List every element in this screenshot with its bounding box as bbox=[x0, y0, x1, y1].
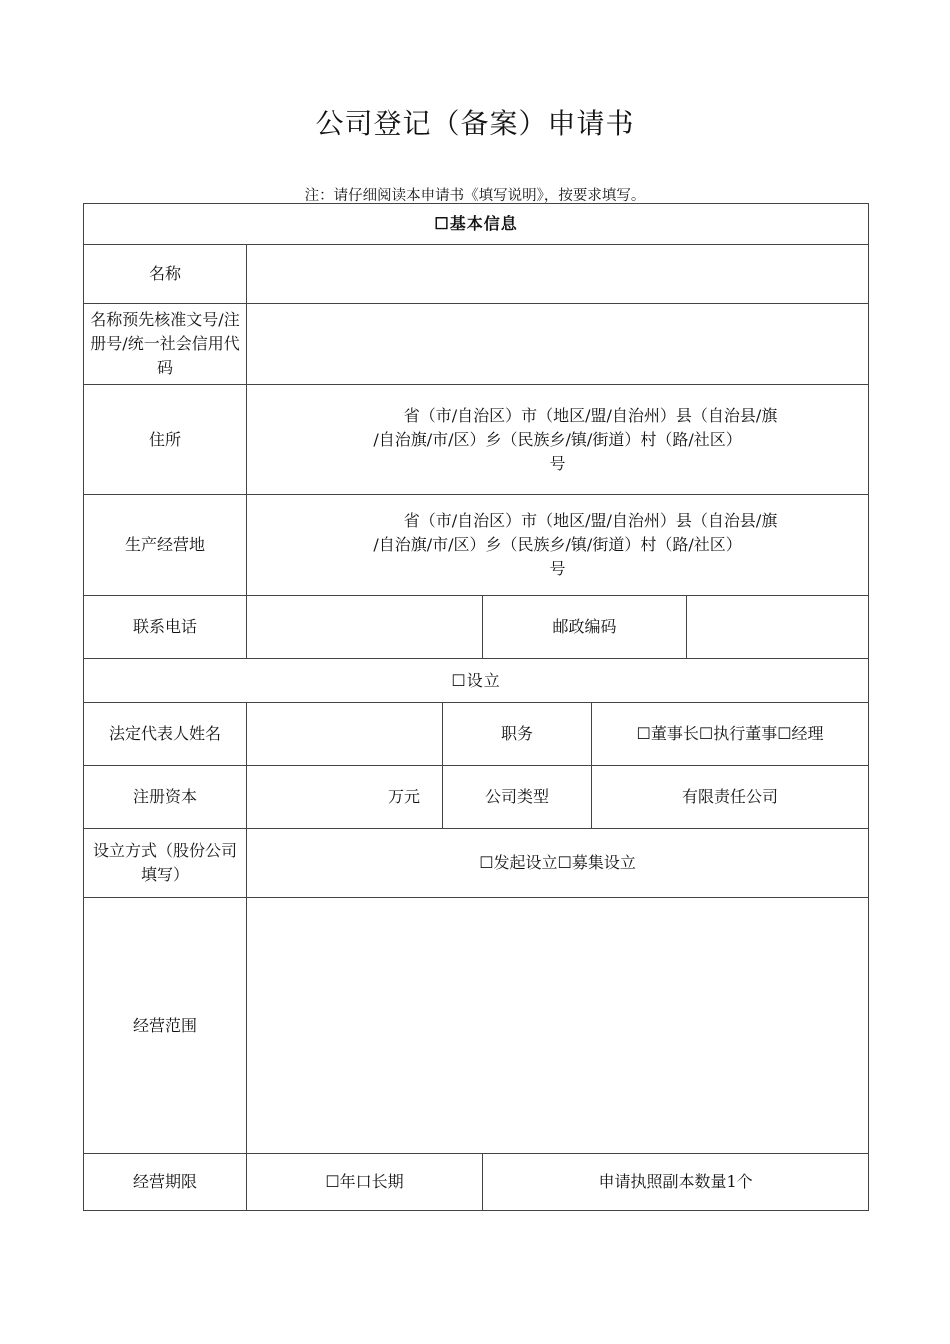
company-type-label: 公司类型 bbox=[443, 766, 592, 829]
section-row-establishment bbox=[84, 659, 869, 703]
business-term-options[interactable]: ☐年口长期 bbox=[247, 1154, 483, 1211]
method-label: 设立方式（股份公司填写） bbox=[84, 829, 247, 898]
postal-code-label: 邮政编码 bbox=[483, 596, 687, 659]
method-checkbox-options[interactable]: ☐发起设立☐募集设立 bbox=[247, 829, 869, 898]
section-basic-info-heading: ☐基本信息 bbox=[84, 204, 869, 245]
row-residence bbox=[84, 385, 869, 495]
row-business-place bbox=[84, 495, 869, 596]
credit-code-field[interactable] bbox=[247, 304, 869, 385]
residence-address-field[interactable] bbox=[247, 385, 869, 495]
row-business-term bbox=[84, 1154, 869, 1211]
legal-rep-field[interactable] bbox=[247, 703, 443, 766]
business-scope-label: 经营范围 bbox=[84, 898, 247, 1154]
business-place-address-field[interactable] bbox=[247, 495, 869, 596]
row-establishment-method bbox=[84, 829, 869, 898]
application-form-table bbox=[83, 203, 869, 1211]
section-row-basic bbox=[84, 204, 869, 245]
postal-code-field[interactable] bbox=[687, 596, 869, 659]
section-establishment-heading: ☐设立 bbox=[84, 659, 869, 703]
row-business-scope bbox=[84, 898, 869, 1154]
fill-instruction-note: 注：请仔细阅读本申请书《填写说明》，按要求填写。 bbox=[304, 188, 646, 204]
business-address-line-1: 省（市/自治区）市（地区/盟/自治州）县（自治县/旗 bbox=[403, 511, 778, 530]
legal-rep-label: 法定代表人姓名 bbox=[84, 703, 247, 766]
residence-label: 住所 bbox=[84, 385, 247, 495]
phone-label: 联系电话 bbox=[84, 596, 247, 659]
row-legal-representative bbox=[84, 703, 869, 766]
phone-field[interactable] bbox=[247, 596, 483, 659]
residence-address-line-1: 省（市/自治区）市（地区/盟/自治州）县（自治县/旗 bbox=[403, 405, 778, 425]
row-registered-capital bbox=[84, 766, 869, 829]
residence-address-line-2: /自治旗/市/区）乡（民族乡/镇/街道）村（路/社区） bbox=[373, 429, 742, 449]
row-company-name bbox=[84, 245, 869, 304]
residence-address-line-3: 号 bbox=[549, 453, 566, 473]
company-name-field[interactable] bbox=[247, 245, 869, 304]
company-type-value[interactable]: 有限责任公司 bbox=[592, 766, 869, 829]
row-contact bbox=[84, 596, 869, 659]
position-label: 职务 bbox=[443, 703, 592, 766]
capital-field[interactable]: 万元 bbox=[247, 766, 443, 829]
credit-code-label: 名称预先核准文号/注册号/统一社会信用代码 bbox=[84, 304, 247, 385]
row-credit-code bbox=[84, 304, 869, 385]
license-copies-text: 申请执照副本数量1个 bbox=[483, 1154, 869, 1211]
company-name-label: 名称 bbox=[84, 245, 247, 304]
business-address-line-3: 号 bbox=[549, 559, 566, 578]
capital-label: 注册资本 bbox=[84, 766, 247, 829]
document-title: 公司登记（备案）申请书 bbox=[315, 107, 635, 140]
position-checkbox-options[interactable]: ☐董事长☐执行董事☐经理 bbox=[592, 703, 869, 766]
business-scope-field[interactable] bbox=[247, 898, 869, 1154]
business-place-label: 生产经营地 bbox=[84, 495, 247, 596]
business-term-label: 经营期限 bbox=[84, 1154, 247, 1211]
business-address-line-2: /自治旗/市/区）乡（民族乡/镇/街道）村（路/社区） bbox=[373, 535, 742, 554]
